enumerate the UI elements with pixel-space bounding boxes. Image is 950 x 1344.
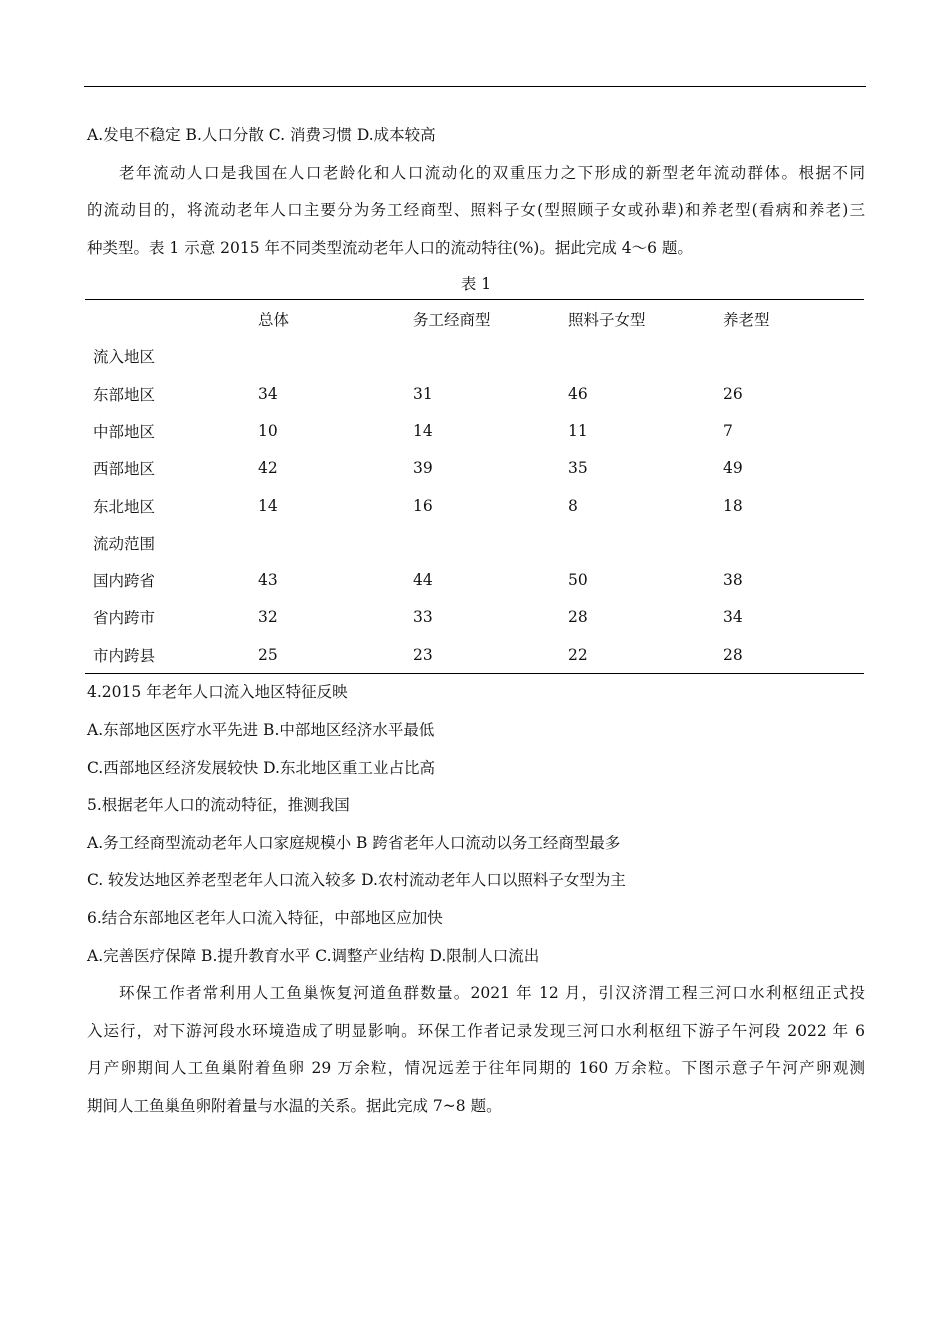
table-cell: 31 <box>413 384 433 403</box>
page-content <box>87 117 865 1125</box>
intro1-line: 老年流动人口是我国在人口老龄化和人口流动化的双重压力之下形成的新型老年流动群体。根据不同 <box>119 163 865 182</box>
table-cell <box>258 338 413 375</box>
table-cell <box>413 338 568 375</box>
table-cell: 28 <box>568 608 588 627</box>
table-cell: 26 <box>723 384 743 403</box>
question-options: A.完善医疗保障 B.提升教育水平 C.调整产业结构 D.限制人口流出 <box>87 946 540 965</box>
intro-paragraph-1 <box>87 155 865 268</box>
table-cell: 43 <box>258 571 278 590</box>
table-cell <box>568 524 723 561</box>
table-cell: 中部地区 <box>93 422 156 441</box>
data-table <box>85 299 864 674</box>
table-cell: 34 <box>258 384 278 403</box>
table-row <box>85 338 864 375</box>
table-cell: 33 <box>413 608 433 627</box>
column-header: 总体 <box>258 311 290 330</box>
table-cell: 34 <box>723 608 743 627</box>
table-cell: 32 <box>258 608 278 627</box>
table-row <box>85 450 864 487</box>
table-cell: 50 <box>568 571 588 590</box>
table-cell: 14 <box>258 496 278 515</box>
table-row <box>85 412 864 449</box>
header-rule <box>84 86 866 87</box>
intro2-line: 入运行，对下游河段水环境造成了明显影响。环保工作者记录发现三河口水利枢纽下游子午河段 2022 年 6 <box>87 1021 865 1040</box>
table-cell <box>413 524 568 561</box>
q3-options: A.发电不稳定 B.人口分散 C. 消费习惯 D.成本较高 <box>87 126 436 144</box>
table-row <box>85 636 864 674</box>
question-options: A.务工经商型流动老年人口家庭规模小 B 跨省老年人口流动以务工经商型最多 <box>87 833 621 852</box>
table-cell: 东部地区 <box>93 385 156 404</box>
table-cell: 16 <box>413 496 433 515</box>
table-cell: 省内跨市 <box>93 609 156 628</box>
table-cell: 38 <box>723 571 743 590</box>
table-cell <box>258 524 413 561</box>
table-header-row <box>85 300 864 338</box>
table-cell: 22 <box>568 645 588 664</box>
intro-paragraph-2 <box>87 975 865 1125</box>
table-cell: 35 <box>568 459 588 478</box>
table-cell: 44 <box>413 571 433 590</box>
table-cell: 42 <box>258 459 278 478</box>
table-cell <box>568 338 723 375</box>
table-cell <box>723 524 864 561</box>
table-cell: 39 <box>413 459 433 478</box>
table-cell: 西部地区 <box>93 460 156 479</box>
table-cell: 8 <box>568 496 578 515</box>
table-cell: 25 <box>258 645 278 664</box>
intro2-line: 环保工作者常利用人工鱼巢恢复河道鱼群数量。2021 年 12 月，引汉济渭工程三河口水利枢纽正式投 <box>119 984 865 1003</box>
table-row <box>85 599 864 636</box>
table-cell: 东北地区 <box>93 497 156 516</box>
question-stem: 6.结合东部地区老年人口流入特征，中部地区应加快 <box>87 908 443 927</box>
column-header <box>85 300 258 338</box>
intro1-line: 的流动目的，将流动老年人口主要分为务工经商型、照料子女(型照顾子女或孙辈)和养老型(看病和养老)三 <box>87 201 865 220</box>
table-row <box>85 487 864 524</box>
intro2-line: 期间人工鱼巢鱼卵附着量与水温的关系。据此完成 7~8 题。 <box>87 1096 502 1115</box>
table-cell: 流入地区 <box>93 348 156 367</box>
question-stem: 4.2015 年老年人口流入地区特征反映 <box>87 683 348 702</box>
question-stem: 5.根据老年人口的流动特征，推测我国 <box>87 796 350 815</box>
intro2-line: 月产卵期间人工鱼巢附着鱼卵 29 万余粒，情况远差于往年同期的 160 万余粒。下图示意子午河产卵观测 <box>87 1059 865 1078</box>
table-cell: 国内跨省 <box>93 572 156 591</box>
table-cell: 14 <box>413 421 433 440</box>
question-6 <box>87 900 865 975</box>
column-header: 养老型 <box>723 311 770 330</box>
question-options: A.东部地区医疗水平先进 B.中部地区经济水平最低 <box>87 720 435 739</box>
table-cell: 流动范围 <box>93 534 156 553</box>
table-cell: 7 <box>723 421 733 440</box>
column-header: 务工经商型 <box>413 311 491 330</box>
table-caption: 表 1 <box>460 275 492 294</box>
question-options: C. 较发达地区养老型老年人口流入较多 D.农村流动老年人口以照料子女型为主 <box>87 871 626 890</box>
table-cell: 18 <box>723 496 743 515</box>
table-row <box>85 524 864 561</box>
table-cell: 市内跨县 <box>93 646 156 665</box>
question-options: C.西部地区经济发展较快 D.东北地区重工业占比高 <box>87 758 435 777</box>
table-cell: 46 <box>568 384 588 403</box>
question-5 <box>87 787 865 900</box>
table-row <box>85 375 864 412</box>
table-cell: 10 <box>258 421 278 440</box>
table-cell: 23 <box>413 645 433 664</box>
table-cell: 11 <box>568 421 588 440</box>
column-header: 照料子女型 <box>568 311 646 330</box>
intro1-line: 种类型。表 1 示意 2015 年不同类型流动老年人口的流动特往(%)。据此完成 4～6 题。 <box>87 238 693 257</box>
table-row <box>85 561 864 598</box>
table-cell: 49 <box>723 459 743 478</box>
table-cell: 28 <box>723 645 743 664</box>
table-cell <box>723 338 864 375</box>
question-4 <box>87 674 865 787</box>
